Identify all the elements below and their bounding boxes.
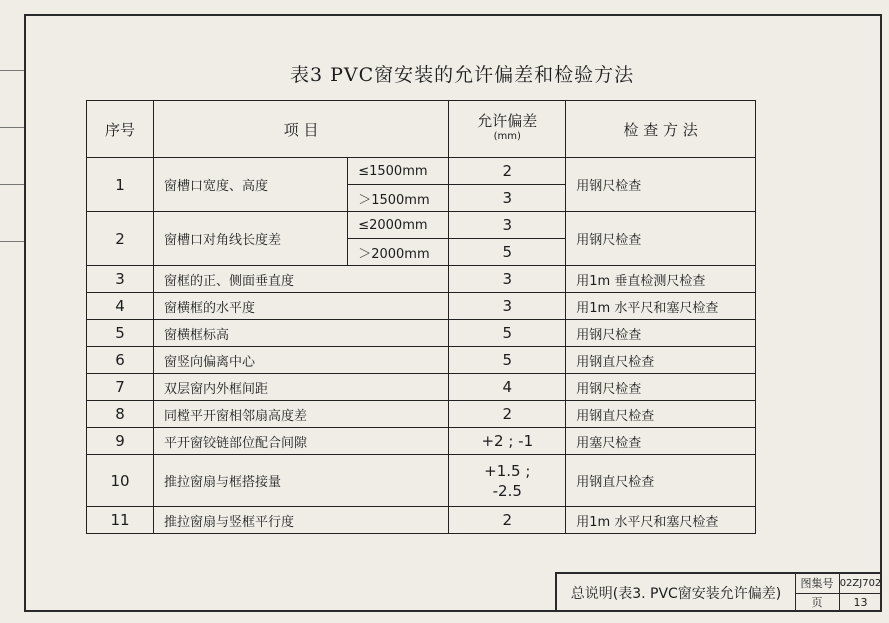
- table-row: [87, 401, 756, 428]
- table-row: [87, 507, 756, 534]
- row-no: 6: [87, 347, 154, 374]
- row-tol: 4: [449, 374, 566, 401]
- table-header-row: [87, 101, 756, 158]
- row-method: 用钢尺检查: [566, 320, 756, 347]
- row-no: 3: [87, 266, 154, 293]
- table-row: [87, 320, 756, 347]
- row-item: 窗槽口宽度、高度: [154, 158, 348, 212]
- table-row: [87, 266, 756, 293]
- row-tol: 3: [449, 185, 566, 212]
- row-no: 1: [87, 158, 154, 212]
- row-sub: ≤1500mm: [348, 158, 449, 185]
- page-number: 13: [853, 596, 868, 609]
- row-item: 窗横框的水平度: [154, 293, 449, 320]
- tolerance-table: [86, 100, 756, 534]
- approval-sidebar: [0, 14, 25, 244]
- row-method: 用塞尺检查: [566, 428, 756, 455]
- row-item: 窗槽口对角线长度差: [154, 212, 348, 266]
- row-no: 10: [87, 455, 154, 507]
- row-item: 窗竖向偏离中心: [154, 347, 449, 374]
- row-no: 2: [87, 212, 154, 266]
- row-tol: 3: [449, 212, 566, 239]
- table-row: [87, 212, 756, 239]
- header-no: 序号: [87, 101, 154, 158]
- row-tol: +1.5 ; -2.5: [449, 455, 566, 507]
- table-row: [87, 347, 756, 374]
- row-method: 用钢直尺检查: [566, 401, 756, 428]
- row-tol: 5: [449, 320, 566, 347]
- row-item: 推拉窗扇与框搭接量: [154, 455, 449, 507]
- title-block-caption: 总说明(表3. PVC窗安装允许偏差): [557, 574, 796, 612]
- row-method: 用钢尺检查: [566, 374, 756, 401]
- row-no: 4: [87, 293, 154, 320]
- row-method: 用钢尺检查: [566, 212, 756, 266]
- page-label: 页: [795, 593, 840, 612]
- row-item: 推拉窗扇与竖框平行度: [154, 507, 449, 534]
- table-row: [87, 374, 756, 401]
- row-no: 8: [87, 401, 154, 428]
- row-tol: 3: [449, 293, 566, 320]
- header-method: 检 查 方 法: [566, 101, 756, 158]
- row-method: 用1m 水平尺和塞尺检查: [566, 507, 756, 534]
- row-method: 用1m 垂直检测尺检查: [566, 266, 756, 293]
- header-tolerance: 允许偏差 (mm): [449, 101, 566, 158]
- row-item: 窗横框标高: [154, 320, 449, 347]
- row-no: 11: [87, 507, 154, 534]
- page-title: 表3 PVC窗安装的允许偏差和检验方法: [290, 64, 635, 86]
- table-row: [87, 455, 756, 507]
- atlas-label: 图集号: [795, 574, 840, 594]
- row-no: 7: [87, 374, 154, 401]
- row-tol: 2: [449, 401, 566, 428]
- atlas-number: 02ZJ702: [839, 574, 882, 594]
- row-method: 用1m 水平尺和塞尺检查: [566, 293, 756, 320]
- row-tol: 2: [449, 158, 566, 185]
- header-item: 项 目: [154, 101, 449, 158]
- row-no: 5: [87, 320, 154, 347]
- row-sub: ＞2000mm: [348, 239, 449, 266]
- row-item: 双层窗内外框间距: [154, 374, 449, 401]
- table-row: [87, 428, 756, 455]
- row-item: 同樘平开窗相邻扇高度差: [154, 401, 449, 428]
- row-method: 用钢尺检查: [566, 158, 756, 212]
- title-block: [555, 572, 882, 612]
- table-row: [87, 293, 756, 320]
- row-tol: 3: [449, 266, 566, 293]
- row-method: 用钢直尺检查: [566, 347, 756, 374]
- row-tol: 2: [449, 507, 566, 534]
- table-row: [87, 158, 756, 185]
- row-item: 窗框的正、侧面垂直度: [154, 266, 449, 293]
- row-method: 用钢直尺检查: [566, 455, 756, 507]
- row-item: 平开窗铰链部位配合间隙: [154, 428, 449, 455]
- row-sub: ≤2000mm: [348, 212, 449, 239]
- row-tol: 5: [449, 347, 566, 374]
- row-tol: +2 ; -1: [449, 428, 566, 455]
- row-sub: ＞1500mm: [348, 185, 449, 212]
- row-no: 9: [87, 428, 154, 455]
- row-tol: 5: [449, 239, 566, 266]
